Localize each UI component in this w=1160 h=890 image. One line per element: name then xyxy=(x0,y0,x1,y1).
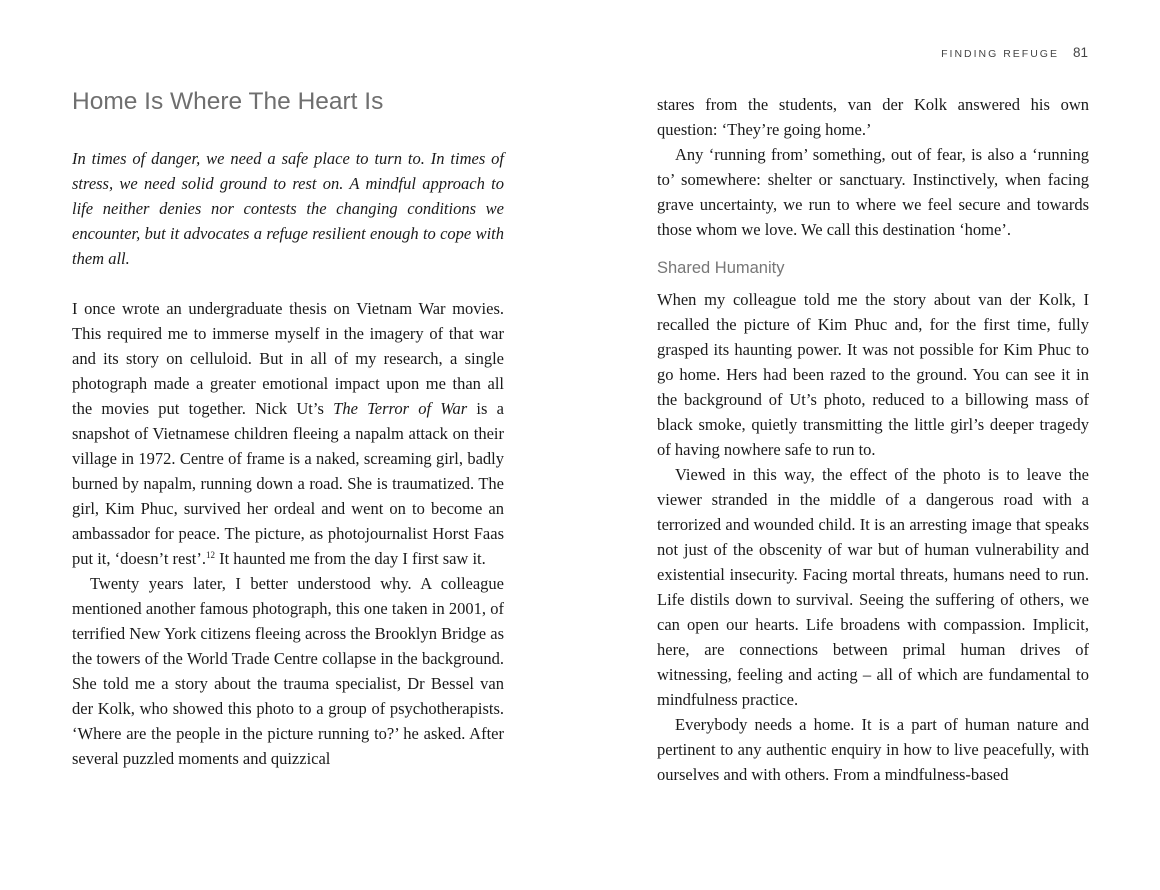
paragraph-text: is a snapshot of Vietnamese children fleeing a napalm attack on their village in 1972. Centre of frame is a naked, screaming girl, badly burned by napalm, running down a road. She is traumatized. The girl, Kim Phuc, survived her ordeal and went on to become an ambassador for peace. The picture, as photojournalist Horst Faas put it, ‘doesn’t rest’. xyxy=(72,399,504,568)
paragraph: stares from the students, van der Kolk answered his own question: ‘They’re going home.’ xyxy=(657,95,1089,139)
chapter-heading: Home Is Where The Heart Is xyxy=(72,88,384,115)
left-column xyxy=(72,86,504,771)
paragraph-text: I once wrote an undergraduate thesis on Vietnam War movies. This required me to immerse myself in the imagery of that war and its story on celluloid. But in all of my research, a single photograph made a greater emotional impact upon me than all the movies put together. Nick Ut’s xyxy=(72,299,504,418)
paragraph: Viewed in this way, the effect of the photo is to leave the viewer stranded in the middle of a dangerous road with a terrorized and wounded child. It is an arresting image that speaks not just of the obscenity of war but of human vulnerability and existential insecurity. Facing mortal threats, humans need to run. Life distils down to survival. Seeing the suffering of others, we can open our hearts. Life broadens with compassion. Implicit, here, are connections between primal human drives of witnessing, feeling and acting – all of which are fundamental to mindfulness practice. xyxy=(657,465,1089,709)
epigraph: In times of danger, we need a safe place to turn to. In times of stress, we need solid ground to rest on. A mindful approach to life neither denies nor contests the changing conditions we encounter, but it advocates a refuge resilient enough to cope with them all. xyxy=(72,149,504,268)
paragraph: Any ‘running from’ something, out of fear, is also a ‘running to’ somewhere: shelter or sanctuary. Instinctively, when facing grave uncertainty, we run to where we feel secure and towards those whom we love. We call this destination ‘home’. xyxy=(657,145,1089,239)
page-number: 81 xyxy=(1072,45,1088,60)
running-title: FINDING REFUGE xyxy=(941,48,1059,60)
paragraph: When my colleague told me the story about van der Kolk, I recalled the picture of Kim Phuc and, for the first time, fully grasped its haunting power. It was not possible for Kim Phuc to go home. Hers had been razed to the ground. You can see it in the background of Ut’s photo, reduced to a billowing mass of black smoke, quietly transmitting the little girl’s deeper tragedy of having nowhere safe to run to. xyxy=(657,290,1089,459)
footnote-reference[interactable]: 12 xyxy=(205,550,215,560)
section-heading: Shared Humanity xyxy=(657,259,785,277)
paragraph xyxy=(72,296,504,571)
paragraph: Everybody needs a home. It is a part of human nature and pertinent to any authentic enquiry in how to live peacefully, with ourselves and with others. From a mindfulness-based xyxy=(657,715,1089,784)
right-column xyxy=(657,92,1089,787)
running-header xyxy=(941,44,1088,62)
paragraph-text: It haunted me from the day I first saw it. xyxy=(214,549,486,568)
paragraph: Twenty years later, I better understood why. A colleague mentioned another famous photograph, this one taken in 2001, of terrified New York citizens fleeing across the Brooklyn Bridge as the towers of the World Trade Centre collapse in the background. She told me a story about the trauma specialist, Dr Bessel van der Kolk, who showed this photo to a group of psychotherapists. ‘Where are the people in the picture running to?’ he asked. After several puzzled moments and quizzical xyxy=(72,574,504,768)
photo-title: The Terror of War xyxy=(333,399,468,418)
